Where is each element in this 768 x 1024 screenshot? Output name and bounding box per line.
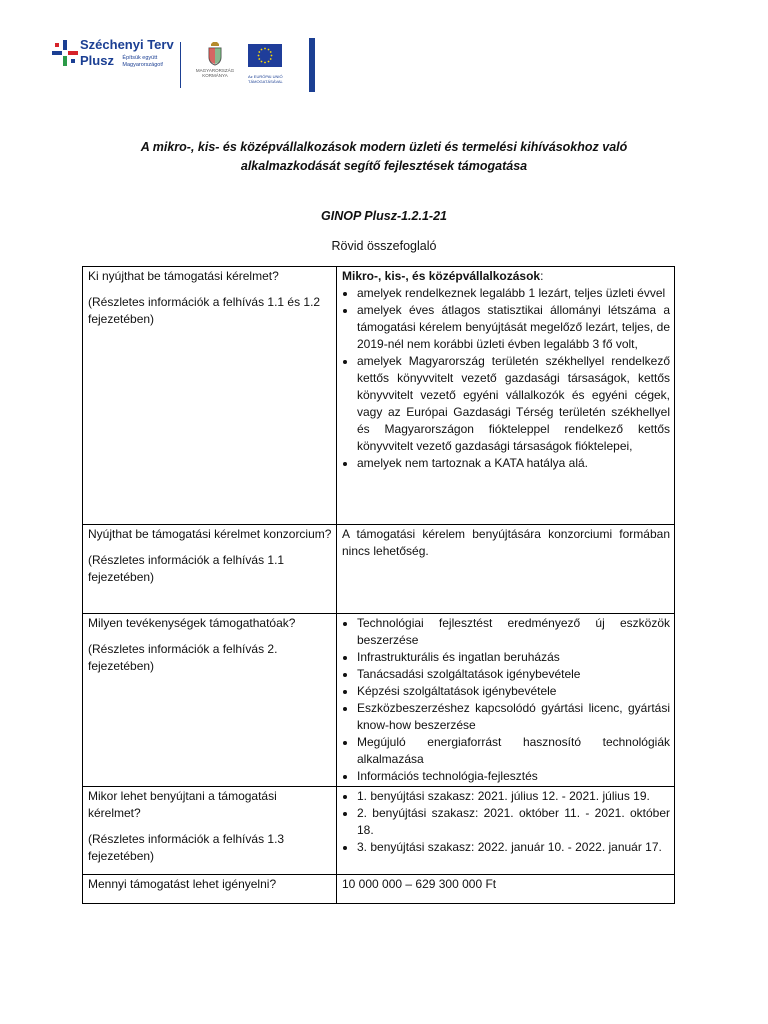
answer-cell (337, 875, 675, 904)
hungarian-government-logo (192, 42, 238, 78)
brand-tagline (122, 55, 163, 69)
program-code: GINOP Plusz-1.2.1-21 (321, 209, 447, 223)
brand-tagline-line2: Magyarországot! (122, 62, 164, 68)
answer-list (342, 615, 670, 785)
list-item: • 2. benyújtási szakasz: 2021. október 11. - 2021. október 18. (357, 805, 670, 839)
eu-line1: Az EURÓPAI UNIÓ (248, 74, 283, 79)
question-text: Mennyi támogatást lehet igényelni? (88, 877, 277, 891)
document-subtitle: Rövid összefoglaló (331, 239, 437, 253)
document-title (60, 138, 708, 176)
szechenyi-cross-icon (52, 40, 78, 66)
answer-list (342, 285, 670, 472)
answer-text: A támogatási kérelem benyújtására konzorciumi formában nincs lehetőség. (342, 527, 670, 558)
question-cell (83, 875, 337, 904)
question-detail: (Részletes információk a felhívás 1.1 fejezetében) (88, 553, 285, 584)
brand-tagline-line1: Építsük együtt (122, 55, 158, 61)
table-row (83, 787, 675, 875)
answer-cell (337, 787, 675, 875)
list-item: • Információs technológia-fejlesztés (357, 768, 670, 785)
question-cell (83, 267, 337, 525)
brand-plus: Plusz (80, 53, 114, 68)
answer-cell (337, 525, 675, 614)
page-header (52, 36, 332, 96)
question-cell (83, 614, 337, 787)
list-item: • Infrastrukturális és ingatlan beruházás (357, 649, 670, 666)
question-detail: (Részletes információk a felhívás 1.3 fejezetében) (88, 832, 285, 863)
list-item: • amelyek nem tartoznak a KATA hatálya alá. (357, 455, 670, 472)
coat-of-arms-icon (207, 42, 223, 66)
question-text: Mikor lehet benyújtani a támogatási kérelmet? (88, 789, 277, 820)
list-item: • Megújuló energiaforrást hasznosító technológiák alkalmazása (357, 734, 670, 768)
list-item: • Technológiai fejlesztést eredményező új eszközök beszerzése (357, 615, 670, 649)
document-title-line2: alkalmazkodását segítő fejlesztések támogatása (240, 159, 528, 173)
gov-line1: MAGYARORSZÁG (195, 68, 235, 73)
eu-flag-icon (248, 44, 282, 67)
gov-line2: KORMÁNYA (202, 73, 228, 78)
document-title-line1: A mikro-, kis- és középvállalkozások modern üzleti és termelési kihívásokhoz való (140, 140, 628, 154)
header-accent-bar (309, 38, 315, 92)
list-item: • Eszközbeszerzéshez kapcsolódó gyártási licenc, gyártási know-how beszerzése (357, 700, 670, 734)
list-item: • amelyek rendelkeznek legalább 1 lezárt, teljes üzleti évvel (357, 285, 670, 302)
list-item: • 3. benyújtási szakasz: 2022. január 10. - 2022. január 17. (357, 839, 670, 856)
list-item: • Képzési szolgáltatások igénybevétele (357, 683, 670, 700)
eu-line2: TÁMOGATÁSÁVAL (248, 79, 283, 84)
table-row (83, 267, 675, 525)
list-item: • amelyek éves átlagos statisztikai állományi létszáma a támogatási kérelem benyújtását megelőző lezárt, teljes, de 2019-nél nem korábbi üzleti évben legalább 3 fő volt, (357, 302, 670, 353)
header-divider (180, 42, 181, 88)
list-item: • 1. benyújtási szakasz: 2021. július 12. - 2021. július 19. (357, 788, 670, 805)
list-item: • amelyek Magyarország területén székhellyel rendelkező kettős könyvvitelt vezető gazdasági társaságok, kettős könyvvitelt vezető egyéni vállalkozók és egyéni cégek, vagy az Európai Gazdasági Térség területén székhellyel és Magyarországon fiókteleppel rendelkező kettős könyvvitelt vezető gazdasági társaságok fióktelepei, (357, 353, 670, 455)
table-row (83, 614, 675, 787)
question-text: Nyújthat be támogatási kérelmet konzorcium? (88, 527, 332, 541)
brand-logo (80, 37, 174, 68)
table-row (83, 525, 675, 614)
brand-main: Széchenyi Terv (80, 37, 174, 52)
summary-table (82, 266, 675, 904)
question-detail: (Részletes információk a felhívás 1.1 és 1.2 fejezetében) (88, 295, 321, 326)
answer-lead: Mikro-, kis-, és középvállalkozások (342, 269, 541, 283)
answer-text: 10 000 000 – 629 300 000 Ft (342, 877, 497, 891)
answer-cell: Mikro-, kis-, és középvállalkozások: • amelyek rendelkeznek legalább 1 lezárt, teljes üzleti évvel • amelyek éves átlagos statisztikai állományi létszáma a támogatási kérelem benyújtását megelőző lezárt, teljes, de 2019-nél nem korábbi üzleti évben legalább 3 fő volt, • amelyek Magyarország területén székhellyel rendelkező kettős könyvvitelt vezető gazdasági társaságok, kettős könyvvitelt vezető egyéni vállalkozók és egyéni cégek, vagy az Európai Gazdasági Térség területén székhellyel és Magyarországon fiókteleppel rendelkező kettős könyvvitelt vezető gazdasági társaságok fióktelepei, • amelyek nem tartoznak a KATA hatálya alá. (337, 267, 675, 525)
question-cell (83, 525, 337, 614)
answer-cell (337, 614, 675, 787)
question-detail: (Részletes információk a felhívás 2. fejezetében) (88, 642, 278, 673)
answer-list (342, 788, 670, 856)
question-cell (83, 787, 337, 875)
question-text: Milyen tevékenységek támogathatóak? (88, 616, 296, 630)
question-text: Ki nyújthat be támogatási kérelmet? (88, 269, 279, 283)
list-item: • Tanácsadási szolgáltatások igénybevétele (357, 666, 670, 683)
table-row (83, 875, 675, 904)
